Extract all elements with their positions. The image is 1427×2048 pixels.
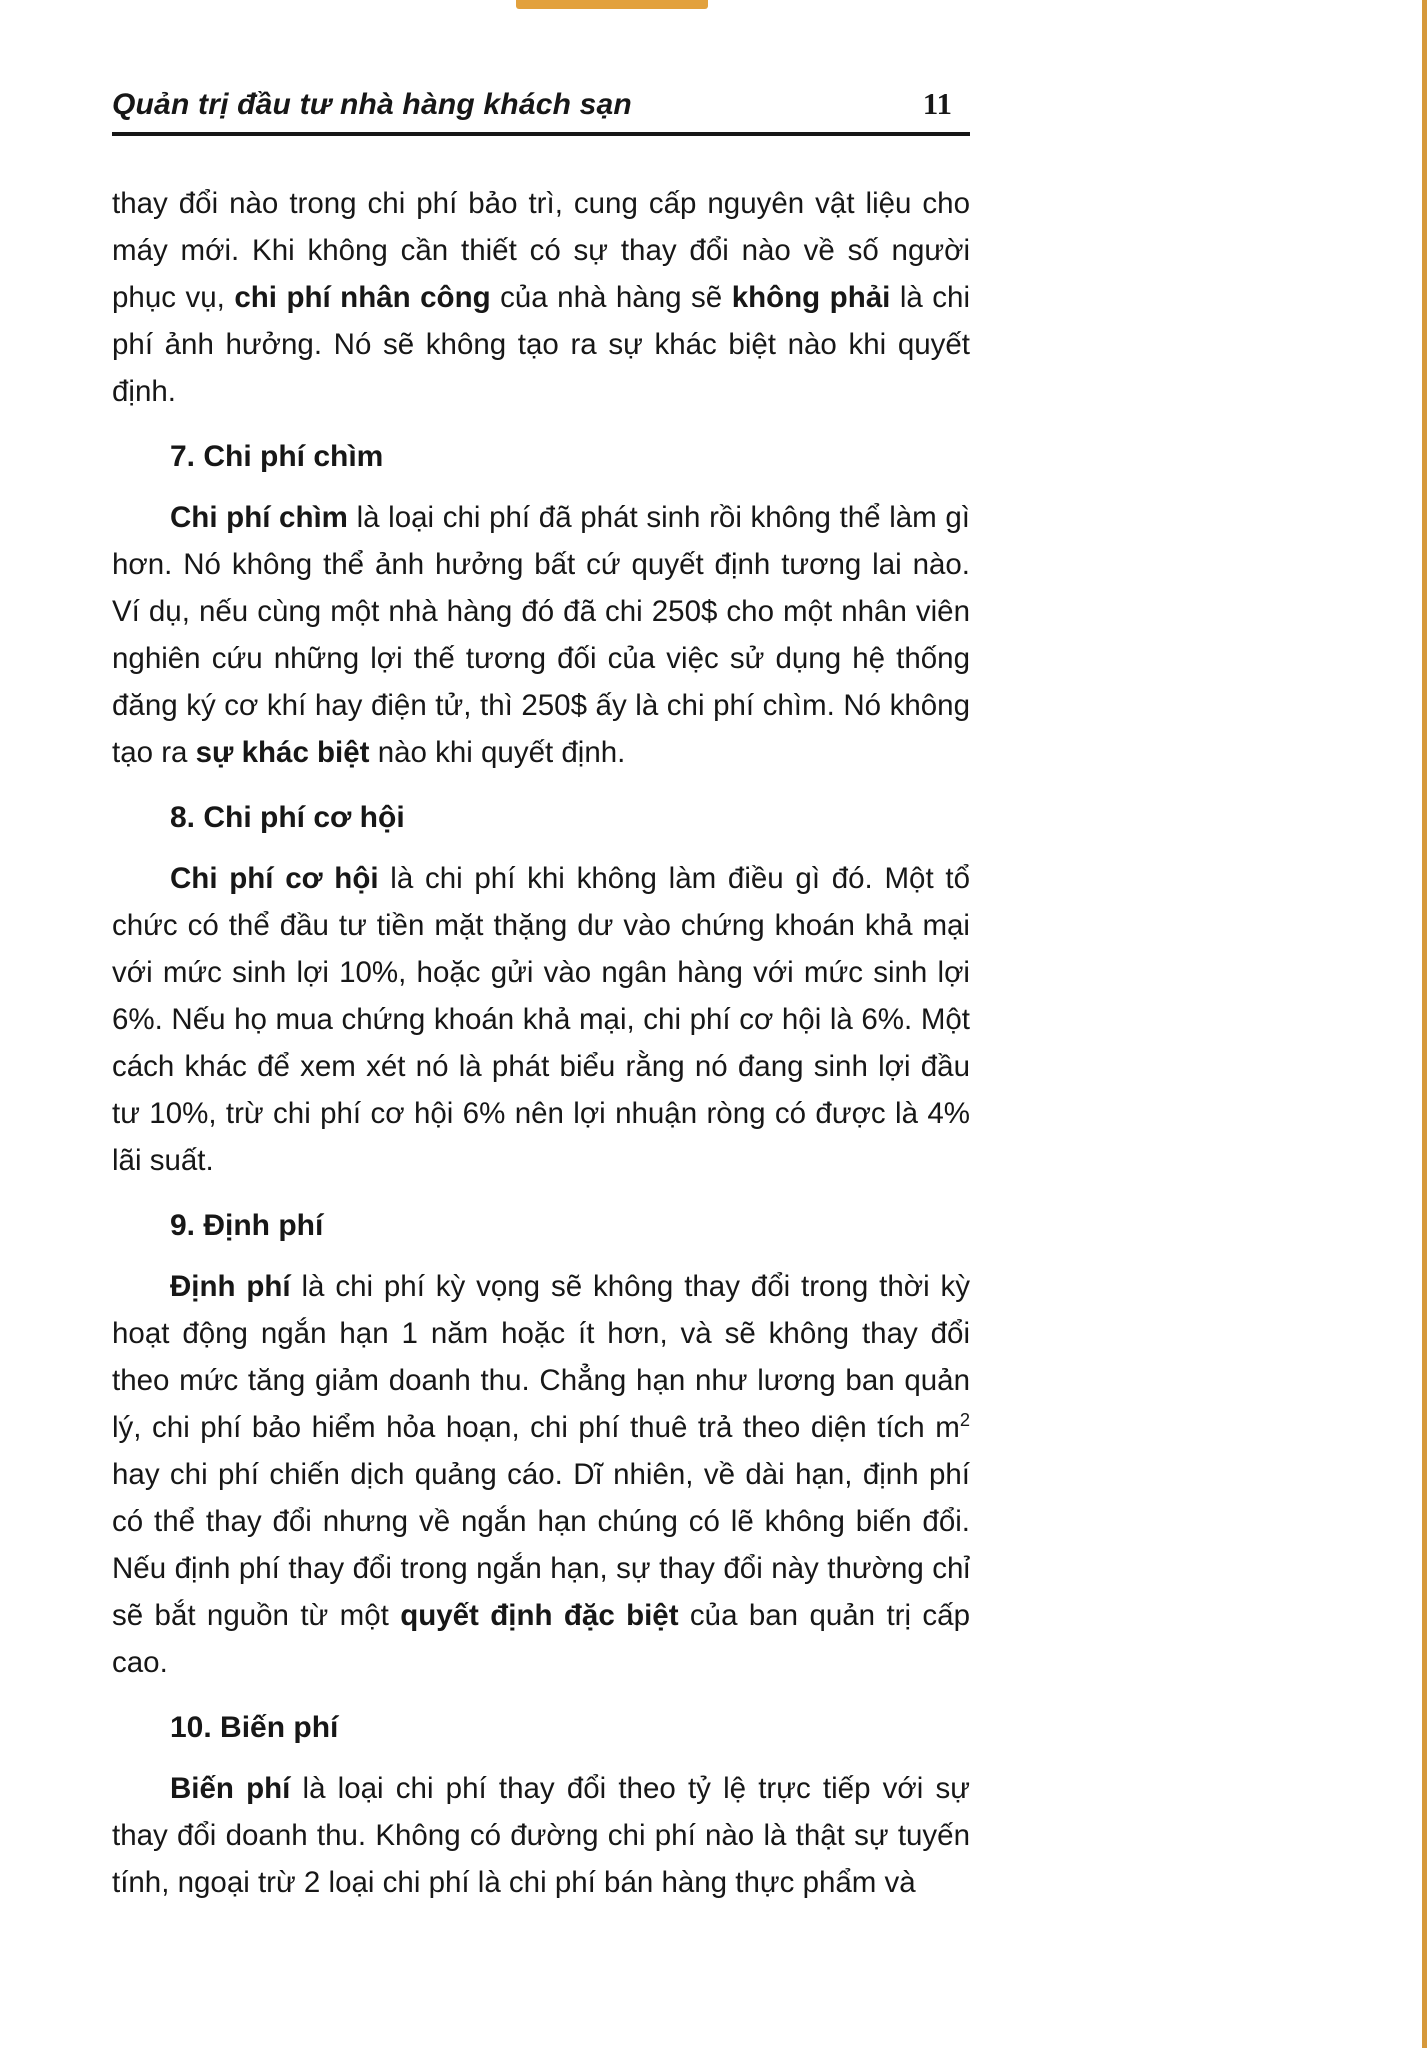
- page-number: 11: [922, 86, 952, 121]
- section-heading: 8. Chi phí cơ hội: [170, 801, 405, 834]
- paragraph: Chi phí chìm là loại chi phí đã phát sinh rồi không thể làm gì hơn. Nó không thể ảnh hưởng bất cứ quyết định tương lai nào. Ví dụ, nếu cùng một nhà hàng đó đã chi 250$ cho một nhân viên nghiên cứu những lợi thế tương đối của việc sử dụng hệ thống đăng ký cơ khí hay điện tử, thì 250$ ấy là chi phí chìm. Nó không tạo ra sự khác biệt nào khi quyết định.: [112, 501, 971, 769]
- paragraph: Chi phí cơ hội là chi phí khi không làm điều gì đó. Một tổ chức có thể đầu tư tiền mặt thặng dư vào chứng khoán khả mại với mức sinh lợi 10%, hoặc gửi vào ngân hàng với mức sinh lợi 6%. Nếu họ mua chứng khoán khả mại, chi phí cơ hội là 6%. Một cách khác để xem xét nó là phát biểu rằng nó đang sinh lợi đầu tư 10%, trừ chi phí cơ hội 6% nên lợi nhuận ròng có được là 4% lãi suất.: [112, 862, 970, 1177]
- running-head-title: Quản trị đầu tư nhà hàng khách sạn: [112, 88, 632, 121]
- paragraph: Biến phí là loại chi phí thay đổi theo tỷ lệ trực tiếp với sự thay đổi doanh thu. Không có đường chi phí nào là thật sự tuyến tính, ngoại trừ 2 loại chi phí là chi phí bán hàng thực phẩm và: [112, 1772, 971, 1899]
- page-content: [112, 86, 970, 1906]
- document-body: [112, 180, 970, 1906]
- section-heading: 9. Định phí: [170, 1209, 324, 1242]
- scan-artifact-top-strip: [516, 0, 708, 9]
- section-heading: 10. Biến phí: [170, 1711, 339, 1744]
- section-heading: 7. Chi phí chìm: [170, 440, 384, 473]
- page-header: [112, 86, 970, 136]
- scan-artifact-right-edge: [1422, 0, 1427, 2048]
- paragraph: Định phí là chi phí kỳ vọng sẽ không thay đổi trong thời kỳ hoạt động ngắn hạn 1 năm hoặc ít hơn, và sẽ không thay đổi theo mức tăng giảm doanh thu. Chẳng hạn như lương ban quản lý, chi phí bảo hiểm hỏa hoạn, chi phí thuê trả theo diện tích $m^2$ hay chi phí chiến dịch quảng cáo. Dĩ nhiên, về dài hạn, định phí có thể thay đổi nhưng về ngắn hạn chúng có lẽ không biến đổi. Nếu định phí thay đổi trong ngắn hạn, sự thay đổi này thường chỉ sẽ bắt nguồn từ một quyết định đặc biệt của ban quản trị cấp cao.: [112, 1270, 970, 1679]
- paragraph: thay đổi nào trong chi phí bảo trì, cung cấp nguyên vật liệu cho máy mới. Khi không cần thiết có sự thay đổi nào về số người phục vụ, chi phí nhân công của nhà hàng sẽ không phải là chi phí ảnh hưởng. Nó sẽ không tạo ra sự khác biệt nào khi quyết định.: [112, 187, 970, 408]
